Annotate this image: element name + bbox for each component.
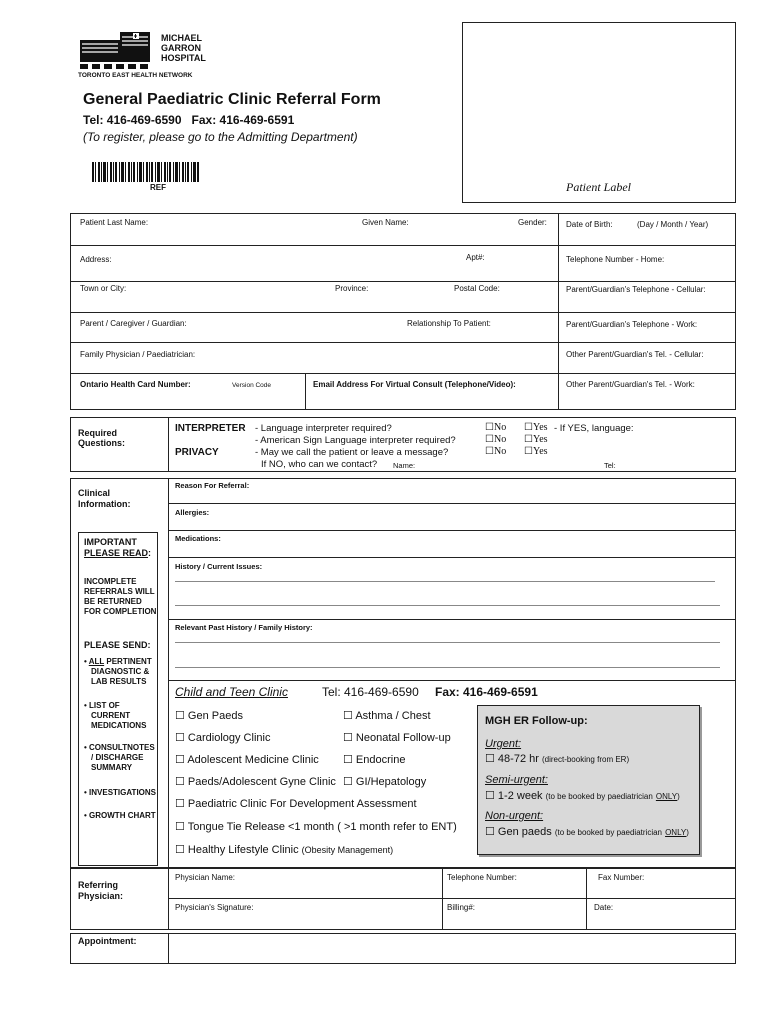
option-gyne[interactable]: ☐ Paeds/Adolescent Gyne Clinic — [175, 776, 336, 788]
appointment-box — [70, 933, 736, 964]
send-item-text: GROWTH CHART — [89, 811, 156, 820]
yes-label: Yes — [532, 434, 548, 445]
option-label: Neonatal Follow-up — [355, 732, 451, 744]
field-physician-tel[interactable]: Telephone Number: — [447, 873, 517, 882]
clinic-tel: Tel: 416-469-6590 — [322, 685, 419, 699]
field-address[interactable]: Address: — [80, 255, 112, 264]
language-yes-checkbox[interactable]: ☐Yes — [524, 422, 548, 433]
row-divider — [70, 281, 736, 282]
form-register-note: (To register, please go to the Admitting Department) — [83, 130, 358, 144]
option-endocrine[interactable]: ☐ Endocrine — [343, 754, 406, 766]
row-divider — [168, 557, 736, 558]
question-asl: - American Sign Language interpreter required? — [255, 435, 456, 446]
row-divider — [168, 898, 736, 899]
send-item-results: • ALL PERTINENT DIAGNOSTIC & LAB RESULTS — [84, 657, 152, 686]
no-label: No — [493, 434, 507, 445]
cell-divider — [168, 417, 169, 472]
field-physician-fax[interactable]: Fax Number: — [598, 873, 645, 882]
clinical-label-1: Clinical — [78, 488, 111, 498]
send-item-text: CURRENT — [91, 711, 131, 720]
question-contact: If NO, who can we contact? — [261, 459, 378, 470]
required-label-2: Questions: — [78, 438, 126, 448]
hospital-name-1: MICHAEL — [161, 33, 202, 43]
non-option: Gen paeds — [497, 826, 552, 838]
semi-close: ) — [677, 792, 680, 801]
option-label: Paeds/Adolescent Gyne Clinic — [187, 776, 336, 788]
field-last-name[interactable]: Patient Last Name: — [80, 218, 149, 227]
cell-divider — [168, 933, 169, 964]
non-note: (to be booked by paediatrician — [554, 828, 662, 837]
write-line — [175, 581, 715, 582]
option-development[interactable]: ☐ Paediatric Clinic For Development Assessment — [175, 798, 417, 810]
cell-divider — [168, 478, 169, 868]
followup-non-label: Non-urgent: — [485, 810, 544, 822]
field-other-cell[interactable]: Other Parent/Guardian's Tel. - Cellular: — [566, 350, 704, 359]
row-divider — [168, 530, 736, 531]
followup-title: MGH ER Follow-up: — [485, 715, 588, 727]
patient-label-text: Patient Label — [566, 180, 631, 194]
incomplete-line: BE RETURNED — [84, 597, 142, 606]
field-postal[interactable]: Postal Code: — [454, 284, 500, 293]
send-item-text: PERTINENT — [104, 657, 152, 666]
option-label: GI/Hepatology — [355, 776, 427, 788]
write-line — [175, 667, 720, 668]
option-gi[interactable]: ☐ GI/Hepatology — [343, 776, 427, 788]
field-version-code[interactable]: Version Code — [232, 382, 272, 389]
patient-label-box — [462, 22, 736, 203]
followup-semi-label: Semi-urgent: — [485, 774, 548, 786]
barcode-label: REF — [150, 183, 166, 192]
question-message: - May we call the patient or leave a message? — [255, 447, 449, 458]
followup-semi-checkbox[interactable]: ☐ 1-2 week (to be booked by paediatrician ONLY) — [485, 790, 680, 802]
field-family-physician[interactable]: Family Physician / Paediatrician: — [80, 350, 196, 359]
send-item-text: DIAGNOSTIC & — [91, 667, 150, 676]
option-label: Cardiology Clinic — [187, 732, 271, 744]
field-relationship[interactable]: Relationship To Patient: — [407, 319, 491, 328]
field-tel-home[interactable]: Telephone Number - Home: — [566, 255, 665, 264]
message-yes-checkbox[interactable]: ☐Yes — [524, 446, 548, 457]
asl-yes-checkbox[interactable]: ☐Yes — [524, 434, 548, 445]
option-label: Tongue Tie Release <1 month ( >1 month refer to ENT) — [187, 821, 457, 833]
field-history[interactable]: History / Current Issues: — [175, 562, 263, 571]
option-label: Endocrine — [355, 754, 406, 766]
write-line — [175, 642, 720, 643]
send-item-text: SUMMARY — [91, 763, 133, 772]
clinical-label-2: Information: — [78, 499, 131, 509]
send-item-text: CONSULTNOTES — [89, 743, 155, 752]
hospital-name-3: HOSPITAL — [161, 53, 206, 63]
option-label: Healthy Lifestyle Clinic — [187, 844, 299, 856]
field-physician-name[interactable]: Physician Name: — [175, 873, 236, 882]
no-label: No — [493, 446, 507, 457]
semi-only: ONLY — [655, 792, 678, 801]
option-adolescent[interactable]: ☐ Adolescent Medicine Clinic — [175, 754, 319, 766]
language-no-checkbox[interactable]: ☐No — [485, 422, 507, 433]
hospital-building-icon — [78, 28, 158, 70]
option-cardiology[interactable]: ☐ Cardiology Clinic — [175, 732, 271, 744]
option-asthma[interactable]: ☐ Asthma / Chest — [343, 710, 431, 722]
privacy-label: PRIVACY — [175, 447, 219, 458]
row-divider — [168, 619, 736, 620]
followup-urgent-checkbox[interactable]: ☐ 48-72 hr (direct-booking from ER) — [485, 753, 630, 765]
send-item-medications: • LIST OF CURRENT MEDICATIONS — [84, 701, 147, 730]
row-divider — [168, 503, 736, 504]
row-divider — [70, 342, 736, 343]
option-neonatal[interactable]: ☐ Neonatal Follow-up — [343, 732, 451, 744]
contact-name-label: Name: — [393, 461, 416, 470]
interpreter-label: INTERPRETER — [175, 423, 246, 434]
barcode-icon — [92, 162, 200, 182]
row-divider — [70, 373, 736, 374]
field-other-work[interactable]: Other Parent/Guardian's Tel. - Work: — [566, 380, 695, 389]
field-caregiver[interactable]: Parent / Caregiver / Guardian: — [80, 319, 187, 328]
referring-label-2: Physician: — [78, 891, 124, 901]
urgent-option: 48-72 hr — [497, 753, 539, 765]
yes-label: Yes — [532, 422, 548, 433]
field-physician-signature[interactable]: Physician's Signature: — [175, 903, 254, 912]
form-tel-fax: Tel: 416-469-6590 Fax: 416-469-6591 — [83, 113, 295, 127]
field-province[interactable]: Province: — [335, 284, 369, 293]
row-divider — [70, 312, 736, 313]
option-note: (Obesity Management) — [301, 845, 394, 855]
clinic-title: Child and Teen Clinic — [175, 685, 288, 699]
followup-urgent-label: Urgent: — [485, 738, 522, 750]
please-read-colon: : — [148, 548, 152, 558]
form-title: General Paediatric Clinic Referral Form — [83, 91, 381, 108]
please-read-text: PLEASE READ — [84, 548, 149, 558]
field-given-name[interactable]: Given Name: — [362, 218, 409, 227]
hospital-logo — [78, 28, 218, 80]
incomplete-line: FOR COMPLETION — [84, 607, 157, 616]
send-item-growth: • GROWTH CHART — [84, 811, 156, 820]
referring-label-1: Referring — [78, 880, 119, 890]
field-medications[interactable]: Medications: — [175, 534, 221, 543]
send-item-consult: • CONSULTNOTES / DISCHARGE SUMMARY — [84, 743, 155, 772]
field-gender[interactable]: Gender: — [518, 218, 547, 227]
send-item-text: LIST OF — [89, 701, 120, 710]
cell-divider — [442, 868, 443, 930]
incomplete-note — [84, 577, 156, 617]
urgent-note: (direct-booking from ER) — [541, 755, 630, 764]
semi-note: (to be booked by paediatrician — [545, 792, 653, 801]
field-date[interactable]: Date: — [594, 903, 614, 912]
message-no-checkbox[interactable]: ☐No — [485, 446, 507, 457]
row-divider — [70, 245, 736, 246]
field-reason[interactable]: Reason For Referral: — [175, 481, 250, 490]
important-heading: IMPORTANT — [84, 537, 137, 547]
required-label-1: Required — [78, 428, 118, 438]
cell-divider — [586, 868, 587, 930]
option-healthy-lifestyle[interactable]: ☐ Healthy Lifestyle Clinic (Obesity Management) — [175, 844, 394, 856]
clinic-fax: Fax: 416-469-6591 — [435, 685, 538, 699]
incomplete-line: INCOMPLETE — [84, 577, 137, 586]
barcode — [92, 162, 200, 192]
yes-label: Yes — [532, 446, 548, 457]
non-only: ONLY — [665, 828, 687, 837]
send-item-all: ALL — [88, 657, 105, 666]
send-item-text: MEDICATIONS — [91, 721, 147, 730]
question-language: - Language interpreter required? — [255, 423, 392, 434]
field-health-card[interactable]: Ontario Health Card Number: — [80, 380, 191, 389]
field-tel-cell[interactable]: Parent/Guardian's Telephone - Cellular: — [566, 285, 706, 294]
option-tongue-tie[interactable]: ☐ Tongue Tie Release <1 month ( >1 month refer to ENT) — [175, 821, 457, 833]
no-label: No — [493, 422, 507, 433]
cell-divider — [168, 868, 169, 930]
field-past-history[interactable]: Relevant Past History / Family History: — [175, 623, 313, 632]
incomplete-line: REFERRALS WILL — [84, 587, 155, 596]
field-town[interactable]: Town or City: — [80, 284, 127, 293]
cell-divider — [305, 373, 306, 410]
send-item-text: / DISCHARGE — [91, 753, 144, 762]
write-line — [175, 605, 720, 606]
send-item-text: INVESTIGATIONS — [89, 788, 156, 797]
hospital-name-2: GARRON — [161, 43, 201, 53]
field-dob[interactable]: Date of Birth: — [566, 220, 613, 229]
non-close: ) — [686, 828, 689, 837]
semi-option: 1-2 week — [497, 790, 543, 802]
option-label: Paediatric Clinic For Development Assessment — [187, 798, 417, 810]
contact-tel-label: Tel: — [604, 461, 616, 470]
option-label: Adolescent Medicine Clinic — [187, 754, 319, 766]
row-divider — [168, 680, 736, 681]
if-yes-language: - If YES, language: — [554, 423, 634, 434]
field-tel-work[interactable]: Parent/Guardian's Telephone - Work: — [566, 320, 698, 329]
field-apt[interactable]: Apt#: — [466, 253, 485, 262]
asl-no-checkbox[interactable]: ☐No — [485, 434, 507, 445]
please-send-heading: PLEASE SEND: — [84, 640, 151, 650]
send-item-investigations: • INVESTIGATIONS — [84, 788, 156, 797]
appointment-label: Appointment: — [78, 936, 137, 946]
field-allergies[interactable]: Allergies: — [175, 508, 210, 517]
send-item-text: LAB RESULTS — [91, 677, 147, 686]
option-label: Gen Paeds — [187, 710, 243, 722]
field-dob-format: (Day / Month / Year) — [637, 220, 709, 229]
hospital-network: TORONTO EAST HEALTH NETWORK — [78, 72, 193, 79]
please-read-heading — [84, 548, 151, 558]
field-billing[interactable]: Billing#: — [447, 903, 476, 912]
option-label: Asthma / Chest — [355, 710, 431, 722]
field-email[interactable]: Email Address For Virtual Consult (Telephone/Video): — [313, 380, 516, 389]
option-gen-paeds[interactable]: ☐ Gen Paeds — [175, 710, 243, 722]
followup-non-checkbox[interactable]: ☐ Gen paeds (to be booked by paediatrician ONLY) — [485, 826, 689, 838]
